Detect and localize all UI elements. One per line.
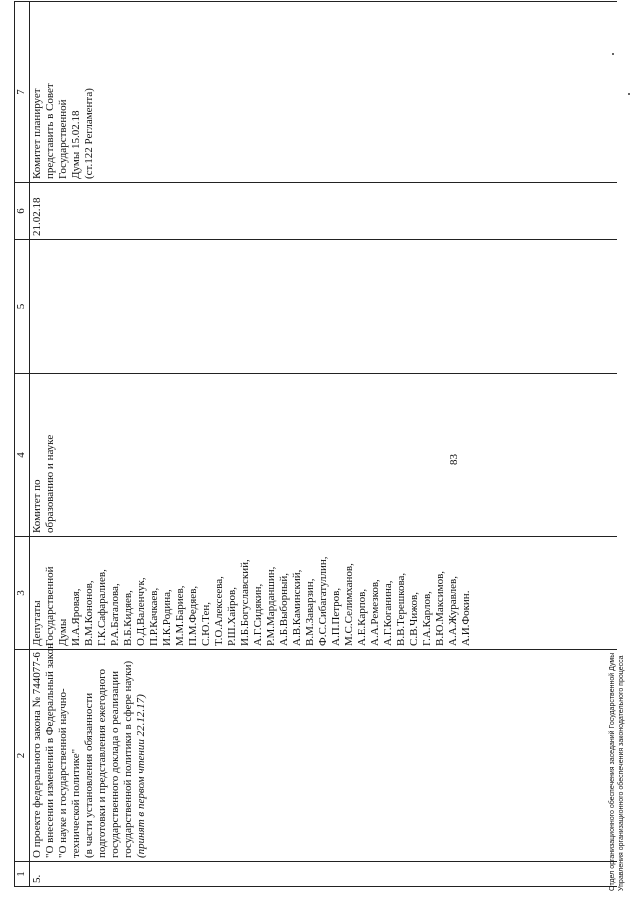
bill-reading-note: (принят в первом чтении 22.12.17) [135, 694, 147, 858]
row-number: 5. [30, 862, 618, 887]
page-number: 83 [448, 454, 460, 465]
note-line: Комитет планирует [31, 88, 43, 179]
note-line: (ст.122 Регламента) [83, 88, 95, 179]
column-header-3: 3 [15, 537, 30, 650]
author-line: А.Б.Выборный, [278, 573, 290, 646]
column-header-5: 5 [15, 240, 30, 374]
date-cell: 21.02.18 [30, 183, 618, 240]
bill-title-line: (в части установления обязанности [83, 692, 95, 858]
author-line: Ф.С.Сибагатуллин, [317, 556, 329, 646]
author-line: А.П.Петров, [330, 587, 342, 646]
author-line: А.Г.Коганина, [382, 580, 394, 646]
column-header-7: 7 [15, 2, 30, 183]
footer [608, 653, 626, 891]
author-line: А.Г.Сидякин, [252, 583, 264, 646]
author-line: О.Д.Валенчук, [135, 577, 147, 646]
author-line: В.Б.Кидяев, [122, 590, 134, 646]
bill-title-line: технической политике" [70, 748, 82, 858]
column-header-6: 6 [15, 183, 30, 240]
bill-title-line: государственного доклада о реализации [109, 670, 121, 858]
note-cell [30, 2, 618, 183]
author-line: А.А.Журавлев, [447, 576, 459, 646]
bills-table [14, 1, 617, 887]
column-header-4: 4 [15, 374, 30, 537]
note-line: Думы 15.02.18 [70, 110, 82, 179]
author-line: Депутаты [31, 600, 43, 646]
committee-line: Комитет по [31, 479, 43, 533]
column-5-cell [30, 240, 618, 374]
author-line: Г.А.Карлов, [421, 591, 433, 646]
bill-title-cell [30, 643, 618, 862]
footer-line: Отдел организационного обеспечения заседаний Государственной Думы [609, 652, 616, 891]
column-header-2: 2 [15, 650, 30, 862]
author-line: И.К.Родина, [161, 589, 173, 646]
author-line: Р.А.Баталова, [109, 583, 121, 646]
author-line: М.М.Бариев, [174, 585, 186, 646]
bill-title-line: О проекте федерального закона № 744077-6 [31, 652, 43, 858]
author-line: С.Ю.Тен, [200, 602, 212, 646]
bill-title-line: "О науке и государственной научно- [57, 688, 69, 858]
table-row [30, 2, 618, 887]
author-line: А.Е.Карпов, [356, 588, 368, 646]
table-header-row [15, 2, 30, 887]
author-line: И.А.Яровая, [70, 588, 82, 646]
author-line: С.В.Чижов, [408, 592, 420, 646]
author-line: Думы [57, 618, 69, 646]
author-line: Т.О.Алексеева, [213, 576, 225, 646]
author-line: Г.К.Сафаралиев, [96, 569, 108, 646]
authors-cell [30, 537, 618, 650]
author-line: М.С.Селимханов, [343, 563, 355, 646]
author-line: В.М.Заварзин, [304, 578, 316, 646]
bill-title-line: государственной политики в сфере науки) [122, 660, 134, 858]
scan-speck [628, 93, 630, 95]
bill-title-line: подготовки и представления ежегодного [96, 668, 108, 858]
committee-line: образованию и науке [44, 434, 56, 533]
author-line: П.Р.Качкаев, [148, 587, 160, 646]
author-line: А.И.Фокин. [460, 590, 472, 646]
author-line: П.М.Федяев, [187, 585, 199, 646]
author-line: А.А.Ремезков, [369, 579, 381, 646]
footer-line: Управления организационного обеспечения законодательного процесса [618, 655, 625, 891]
author-line: В.В.Терешкова, [395, 572, 407, 646]
column-header-1: 1 [15, 862, 30, 887]
author-line: В.Ю.Максимов, [434, 570, 446, 646]
note-line: Государственной [57, 99, 69, 179]
bill-title-line: "О внесении изменений в Федеральный закон [44, 643, 56, 858]
author-line: Р.Ш.Хайров, [226, 587, 238, 646]
author-line: Государственной [44, 566, 56, 646]
author-line: А.В.Каминский, [291, 569, 303, 646]
committee-cell [30, 374, 618, 537]
author-line: Р.М.Марданшин, [265, 566, 277, 646]
author-line: В.М.Кононов, [83, 580, 95, 646]
scan-speck [612, 53, 614, 55]
note-line: представить в Совет [44, 83, 56, 179]
author-line: И.Б.Богуславский, [239, 559, 251, 646]
